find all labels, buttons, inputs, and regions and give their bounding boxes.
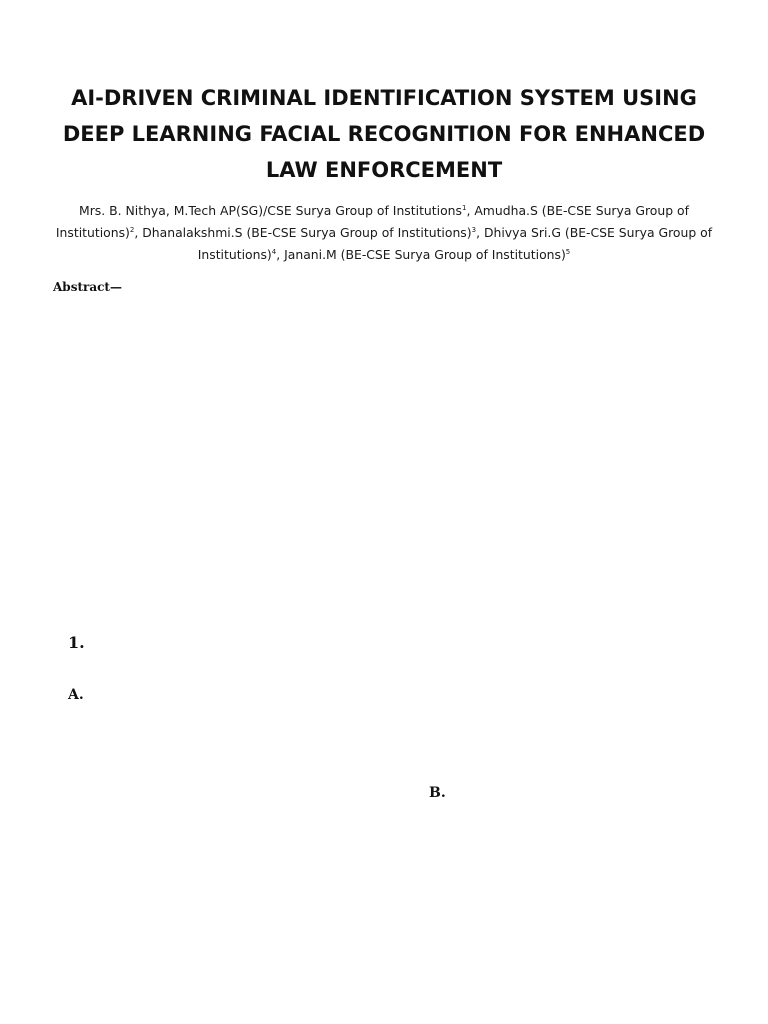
- author-separator: ,: [134, 225, 143, 240]
- author-5-affiliation-mark: 5: [565, 247, 571, 256]
- author-list: [40, 200, 728, 266]
- author-5: Janani.M (BE-CSE Surya Group of Institutions): [284, 247, 566, 262]
- author-1-affiliation-mark: 1: [461, 203, 467, 212]
- author-separator: ,: [476, 225, 484, 240]
- paper-title: AI-DRIVEN CRIMINAL IDENTIFICATION SYSTEM USING DEEP LEARNING FACIAL RECOGNITION FOR ENHANCED LAW ENFORCEMENT: [62, 86, 706, 182]
- abstract-heading: Abstract—: [53, 280, 122, 294]
- author-2-affiliation-mark: 2: [129, 225, 135, 234]
- author-separator: ,: [276, 247, 285, 262]
- author-2: Amudha.S (BE-CSE Surya Group of Institutions): [55, 203, 689, 240]
- subsection-b-heading: B.: [429, 785, 446, 801]
- subsection-a-heading: A.: [68, 687, 84, 703]
- section-1-heading: 1.: [68, 633, 85, 652]
- author-3-affiliation-mark: 3: [471, 225, 477, 234]
- author-4-affiliation-mark: 4: [271, 247, 277, 256]
- author-3: Dhanalakshmi.S (BE-CSE Surya Group of Institutions): [142, 225, 472, 240]
- author-4: Dhivya Sri.G (BE-CSE Surya Group of Institutions): [197, 225, 713, 262]
- author-separator: ,: [466, 203, 475, 218]
- author-1: Mrs. B. Nithya, M.Tech AP(SG)/CSE Surya Group of Institutions: [79, 203, 462, 218]
